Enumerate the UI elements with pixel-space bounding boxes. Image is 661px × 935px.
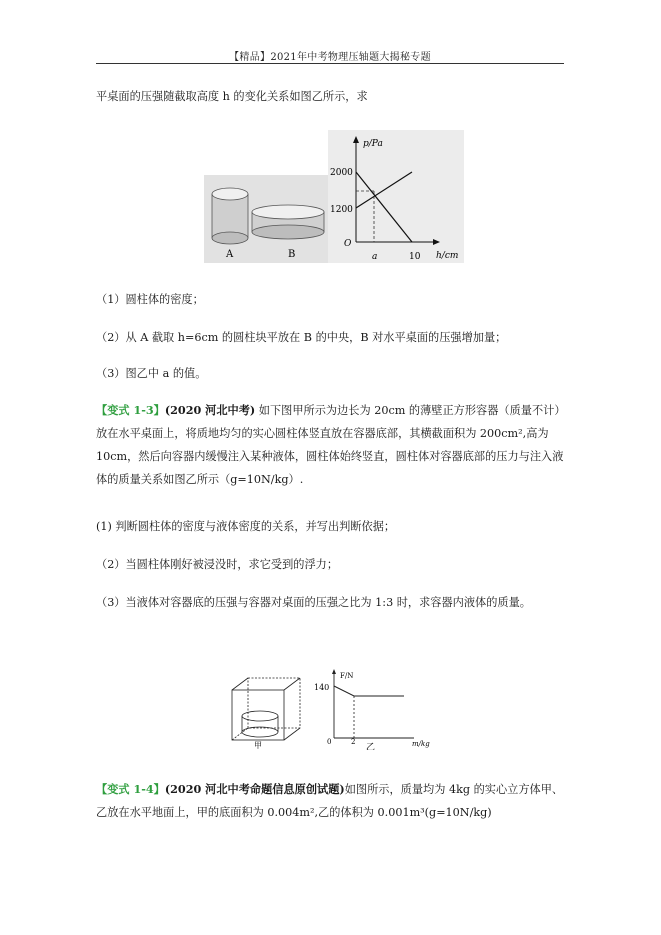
variant-1-3-source: (2020 河北中考) [164, 403, 256, 417]
page-header: 【精品】2021年中考物理压轴题大揭秘专题 [229, 52, 431, 63]
label-yi: 乙 [366, 743, 376, 750]
tick-10: 10 [409, 252, 421, 262]
question-1-3: （3）图乙中 a 的值。 [96, 367, 207, 380]
tick-2: 2 [351, 738, 356, 746]
label-jia: 甲 [254, 741, 262, 750]
f-axis-label: F/N [340, 672, 354, 680]
header-divider [96, 63, 564, 64]
cylinder-b [252, 205, 324, 239]
figure-1 [204, 130, 464, 265]
origin-label: O [344, 239, 352, 249]
tick-a: a [372, 252, 378, 262]
f-m-curve [334, 686, 404, 696]
m-axis-label: m/kg [412, 740, 430, 748]
y-axis-label: p/Pa [363, 139, 383, 149]
cylinder-a [212, 188, 248, 244]
intro-text: 平桌面的压强随截取高度 h 的变化关系如图乙所示，求 [96, 90, 368, 103]
question-1-1: （1）圆柱体的密度； [96, 293, 204, 306]
variant-1-4-tag: 【变式 1-4】 [96, 782, 165, 796]
label-a: A [226, 249, 234, 260]
variant-1-3-paragraph [96, 399, 568, 491]
f-axis-arrow [332, 669, 336, 674]
variant-1-4-paragraph [96, 778, 568, 824]
tick-2000: 2000 [330, 168, 353, 178]
variant-1-4-source: (2020 河北中考命题信息原创试题) [164, 782, 345, 796]
question-1-2: （2）从 A 截取 h=6cm 的圆柱块平放在 B 的中央，B 对水平桌面的压强增加量； [96, 331, 507, 344]
variant-1-3-tag: 【变式 1-3】 [96, 403, 165, 417]
variant-1-3-body: 如下图甲所示为边长为 20cm 的薄壁正方形容器（质量不计）放在水平桌面上，将质地均匀的实心圆柱体竖直放在容器底部，其横截面积为 200cm²,高为 10cm，然后向容器内缓慢注入某种液体，圆柱体始终竖直，圆柱体对容器底部的压力与注入液体的质量关系如图乙所示（g=10N/kg）. [96, 404, 566, 486]
tick-1200: 1200 [330, 205, 353, 215]
x-axis-label: h/cm [436, 251, 459, 261]
question-3-1: (1) 判断圆柱体的密度与液体密度的关系，并写出判断依据； [96, 520, 396, 533]
origin-zero: 0 [327, 738, 332, 746]
question-3-3: （3）当液体对容器底的压强与容器对桌面的压强之比为 1:3 时，求容器内液体的质量。 [96, 596, 531, 609]
question-3-2: （2）当圆柱体刚好被浸没时，求它受到的浮力； [96, 558, 339, 571]
variant-1-4-body: 如图所示，质量均为 4kg 的实心立方体甲、乙放在水平地面上，甲的底面积为 0.004m²,乙的体积为 0.001m³(g=10N/kg) [96, 783, 564, 819]
figure-2 [226, 668, 436, 750]
tick-140: 140 [314, 683, 330, 692]
cylinder-in-container [242, 711, 278, 737]
label-b: B [288, 249, 296, 260]
